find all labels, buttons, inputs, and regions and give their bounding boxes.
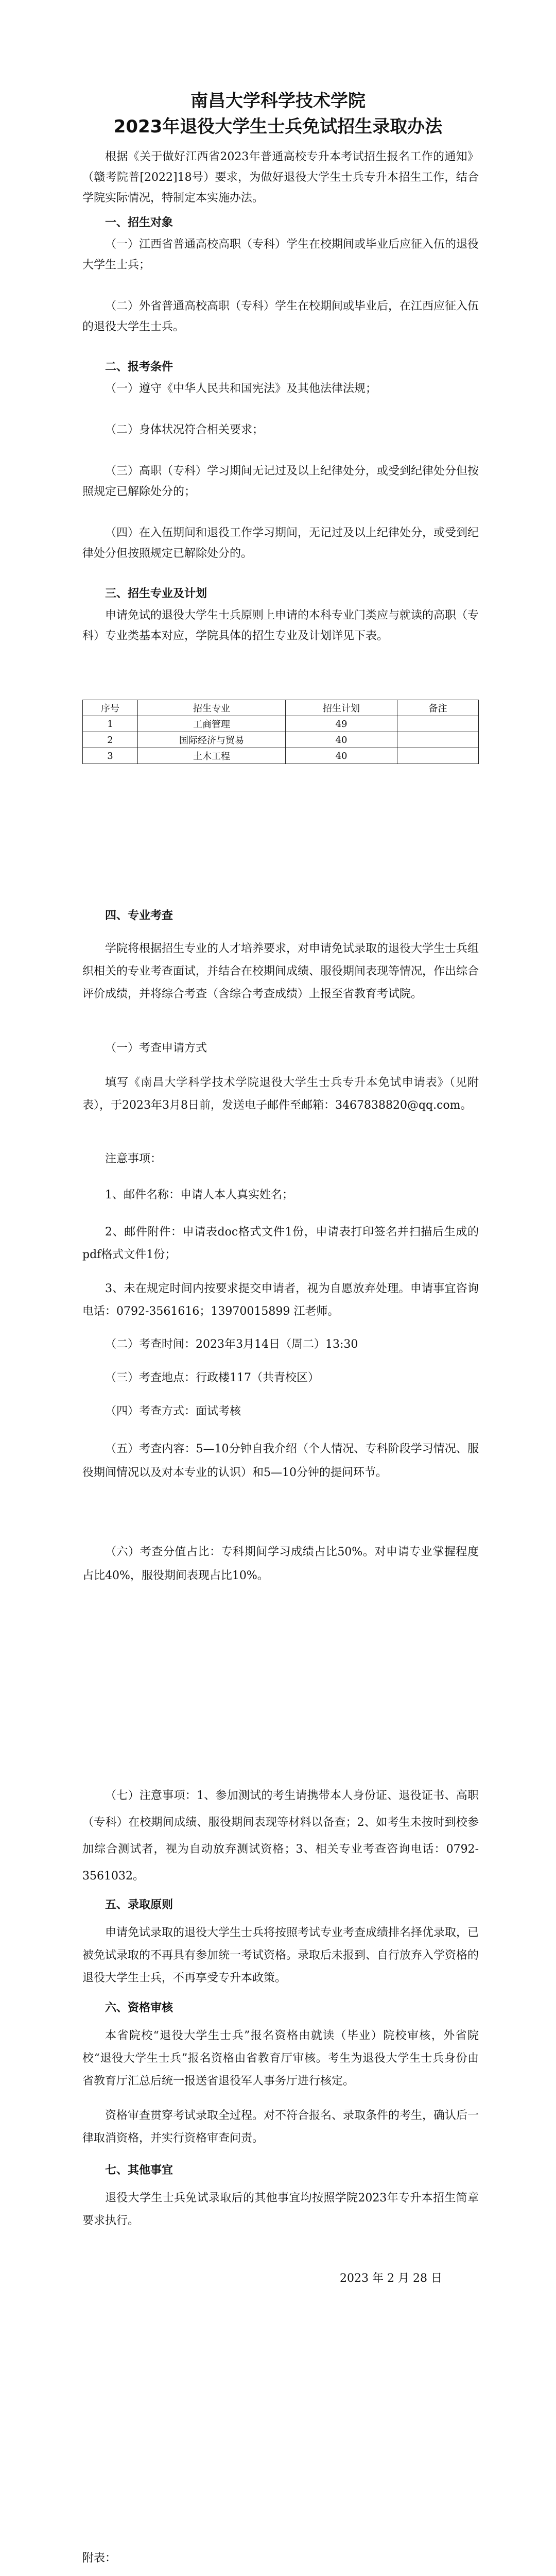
- section-3-heading: 三、招生专业及计划: [105, 587, 207, 600]
- section-2-item-2: （二）身体状况符合相关要求；: [105, 423, 264, 436]
- section-4-sub-1-text: 填写《南昌大学科学技术学院退役大学生士兵专升本免试申请表》（见附表），于2023年3月8日前，发送电子邮件至邮箱：3467838820@qq.com。: [82, 1076, 479, 1112]
- section-3-text: 申请免试的退役大学生士兵原则上申请的本科专业门类应与就读的高职（专科）专业类基本对应，学院具体的招生专业及计划详见下表。: [82, 609, 479, 642]
- quota-cell: [397, 748, 479, 764]
- table-row: [83, 716, 479, 732]
- table-row: [83, 748, 479, 764]
- note-2: 2、邮件附件：申请表doc格式文件1份，申请表打印签名并扫描后生成的pdf格式文件1份；: [82, 1226, 479, 1261]
- section-1-item-1: （一）江西省普通高校高职（专科）学生在校期间或毕业后应征入伍的退役大学生士兵；: [82, 238, 479, 272]
- quota-cell: 工商管理: [138, 716, 286, 732]
- quota-header-cell: 招生专业: [138, 700, 286, 716]
- section-2-item-1: （一）遵守《中华人民共和国宪法》及其他法律法规；: [105, 382, 377, 395]
- quota-header-cell: 序号: [83, 700, 138, 716]
- quota-cell: 40: [286, 748, 397, 764]
- intro-paragraph: 根据《关于做好江西省2023年普通高校专升本考试招生报名工作的通知》（赣考院普[2022]18号）要求，为做好退役大学生士兵专升本招生工作，结合学院实际情况，特制定本实施办法。: [82, 150, 479, 205]
- section-2-heading: 二、报考条件: [105, 361, 173, 374]
- quota-header-cell: 备注: [397, 700, 479, 716]
- quota-cell: 1: [83, 716, 138, 732]
- section-4-text: 学院将根据招生专业的人才培养要求，对申请免试录取的退役大学生士兵组织相关的专业考查面试，并结合在校期间成绩、服役期间表现等情况，作出综合评价成绩，并将综合考查（含综合考查成绩）上报至省教育考试院。: [82, 942, 479, 1001]
- section-4-sub-2: （二）考查时间：2023年3月14日（周二）13:30: [105, 1338, 358, 1351]
- section-5-text: 申请免试录取的退役大学生士兵将按照考试专业考查成绩排名择优录取，已被免试录取的不再具有参加统一考试资格。录取后未报到、自行放弃入学资格的退役大学生士兵，不再享受专升本政策。: [82, 1926, 479, 1985]
- quota-cell: 2: [83, 732, 138, 748]
- doc-title-line2: 2023年退役大学生士兵免试招生录取办法: [113, 116, 443, 137]
- section-4-sub-5: （五）考查内容：5—10分钟自我介绍（个人情况、专科阶段学习情况、服役期间情况以及对本专业的认识）和5—10分钟的提问环节。: [82, 1443, 479, 1479]
- section-1-item-2: （二）外省普通高校高职（专科）学生在校期间或毕业后，在江西应征入伍的退役大学生士兵。: [82, 300, 479, 333]
- quota-cell: [397, 732, 479, 748]
- section-2-item-4: （四）在入伍期间和退役工作学习期间，无记过及以上纪律处分，或受到纪律处分但按照规定已解除处分的。: [82, 527, 479, 560]
- quota-cell: 土木工程: [138, 748, 286, 764]
- section-1-heading: 一、招生对象: [105, 216, 173, 229]
- quota-cell: 3: [83, 748, 138, 764]
- table-row: [83, 732, 479, 748]
- section-7-text: 退役大学生士兵免试录取后的其他事宜均按照学院2023年专升本招生简章要求执行。: [82, 2192, 479, 2227]
- section-2-item-3: （三）高职（专科）学习期间无记过及以上纪律处分，或受到纪律处分但按照规定已解除处分的；: [82, 465, 479, 498]
- document-date: 2023 年 2 月 28 日: [340, 2272, 442, 2285]
- quota-cell: 40: [286, 732, 397, 748]
- section-5-heading: 五、录取原则: [105, 1899, 173, 1911]
- section-7-heading: 七、其他事宜: [105, 2164, 173, 2177]
- doc-title-line1: 南昌大学科学技术学院: [190, 91, 366, 111]
- quota-table: [82, 700, 479, 764]
- section-4-sub-7: （七）注意事项：1、参加测试的考生请携带本人身份证、退役证书、高职（专科）在校期间成绩、服役期间表现等材料以备查；2、如考生未按时到校参加综合测试者，视为自动放弃测试资格；3、相关专业考查咨询电话：0792-3561032。: [82, 1789, 479, 1883]
- attachment-label: 附表：: [82, 2552, 117, 2565]
- section-4-sub-6: （六）考查分值占比：专科期间学习成绩占比50%。对申请专业掌握程度占比40%，服役期间表现占比10%。: [82, 1546, 479, 1582]
- quota-cell: 国际经济与贸易: [138, 732, 286, 748]
- notes-heading: 注意事项：: [105, 1153, 162, 1165]
- section-6-text-1: 本省院校“退役大学生士兵”报名资格由就读（毕业）院校审核，外省院校“退役大学生士兵”报名资格由省教育厅审核。考生为退役大学生士兵身份由省教育厅汇总后统一报送省退役军人事务厅进行核定。: [82, 2029, 479, 2088]
- note-3: 3、未在规定时间内按要求提交申请者，视为自愿放弃处理。申请事宜咨询电话：0792-3561616；13970015899 江老师。: [82, 1282, 479, 1318]
- quota-cell: [397, 716, 479, 732]
- section-6-heading: 六、资格审核: [105, 2002, 173, 2014]
- section-4-sub-3: （三）考查地点：行政楼117（共青校区）: [105, 1371, 319, 1384]
- quota-table-header: [83, 700, 479, 716]
- section-4-heading: 四、专业考查: [105, 909, 173, 922]
- section-4-sub-1: （一）考查申请方式: [105, 1042, 207, 1055]
- quota-header-cell: 招生计划: [286, 700, 397, 716]
- note-1: 1、邮件名称：申请人本人真实姓名；: [105, 1189, 293, 1201]
- section-6-text-2: 资格审查贯穿考试录取全过程。对不符合报名、录取条件的考生，确认后一律取消资格，并实行资格审查问责。: [82, 2109, 479, 2145]
- section-4-sub-4: （四）考查方式：面试考核: [105, 1405, 241, 1418]
- quota-cell: 49: [286, 716, 397, 732]
